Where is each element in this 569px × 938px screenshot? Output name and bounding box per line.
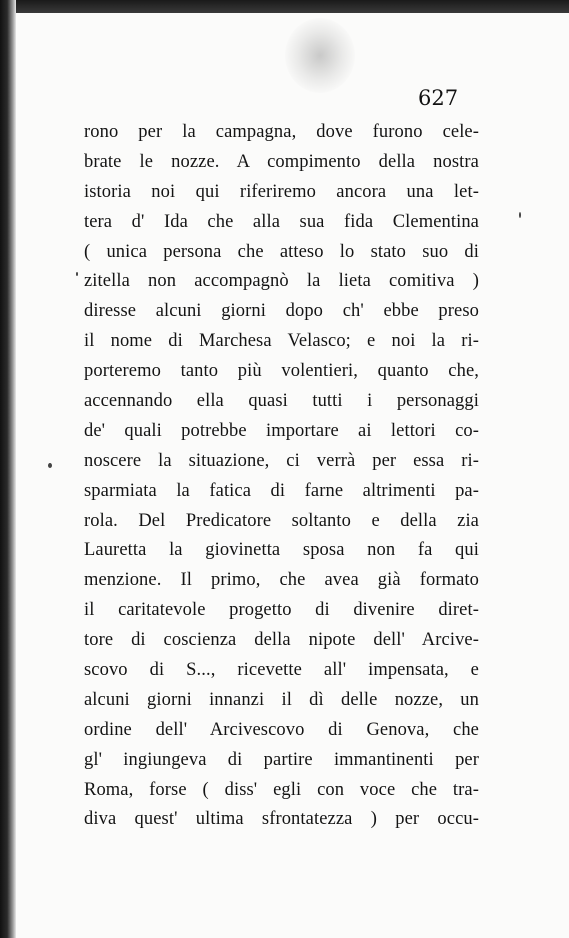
text-line: brate le nozze. A compimento della nostra bbox=[84, 151, 479, 172]
body-text bbox=[84, 118, 479, 835]
paper-speck bbox=[76, 272, 78, 276]
text-line: rola. Del Predicatore soltanto e della zia bbox=[84, 510, 479, 531]
paper-speck bbox=[48, 463, 52, 468]
text-line: istoria noi qui riferiremo ancora una let- bbox=[84, 181, 479, 202]
text-line: ordine dell' Arcivescovo di Genova, che bbox=[84, 719, 479, 740]
paper-smudge bbox=[285, 18, 355, 93]
text-line: porteremo tanto più volentieri, quanto che, bbox=[84, 361, 479, 382]
text-line: diva quest' ultima sfrontatezza ) per occu- bbox=[84, 809, 479, 830]
text-line: il nome di Marchesa Velasco; e noi la ri- bbox=[84, 331, 479, 352]
text-line: scovo di S..., ricevette all' impensata, e bbox=[84, 660, 479, 681]
text-line: menzione. Il primo, che avea già formato bbox=[84, 570, 479, 591]
text-line: alcuni giorni innanzi il dì delle nozze, un bbox=[84, 689, 479, 710]
text-line: Roma, forse ( diss' egli con voce che tra- bbox=[84, 779, 479, 800]
text-line: tore di coscienza della nipote dell' Arcive- bbox=[84, 630, 479, 651]
scan-border-left bbox=[0, 0, 16, 938]
text-line: noscere la situazione, ci verrà per essa ri- bbox=[84, 450, 479, 471]
text-line: diresse alcuni giorni dopo ch' ebbe preso bbox=[84, 301, 479, 322]
text-line: Lauretta la giovinetta sposa non fa qui bbox=[84, 540, 479, 561]
scan-border-top bbox=[0, 0, 569, 13]
page-number: 627 bbox=[418, 86, 459, 110]
text-line: rono per la campagna, dove furono cele- bbox=[84, 122, 479, 142]
text-line: de' quali potrebbe importare ai lettori co- bbox=[84, 420, 479, 441]
text-line: il caritatevole progetto di divenire diret- bbox=[84, 600, 479, 621]
text-line: accennando ella quasi tutti i personaggi bbox=[84, 391, 479, 412]
text-line: sparmiata la fatica di farne altrimenti pa- bbox=[84, 480, 479, 501]
text-line: gl' ingiungeva di partire immantinenti per bbox=[84, 749, 479, 770]
text-line: zitella non accompagnò la lieta comitiva ) bbox=[84, 271, 479, 292]
text-line: tera d' Ida che alla sua fida Clementina bbox=[84, 211, 479, 232]
text-line: ( unica persona che atteso lo stato suo di bbox=[84, 241, 479, 262]
paper-speck bbox=[519, 212, 521, 218]
